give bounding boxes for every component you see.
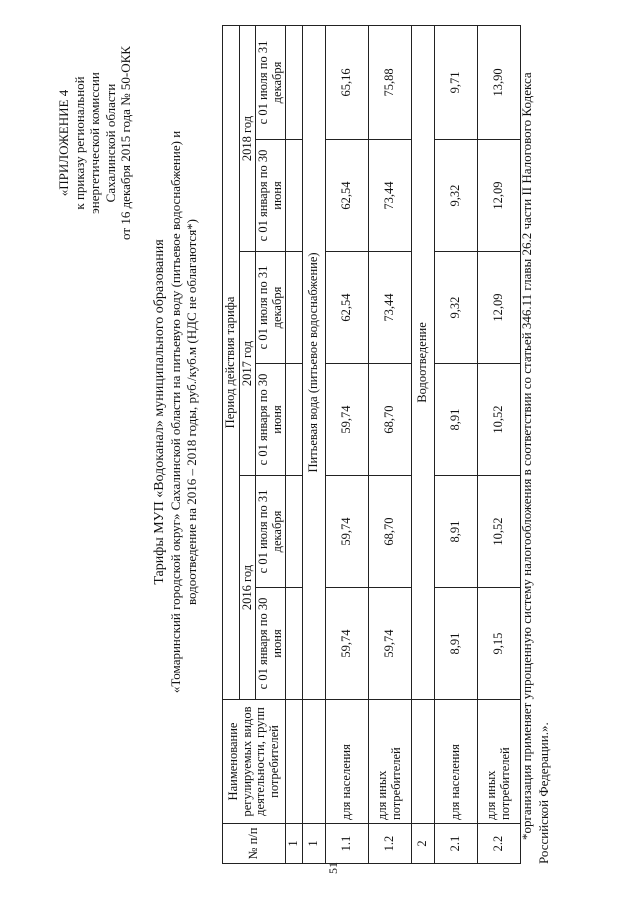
row-num: 1.1 — [325, 824, 368, 864]
tariff-cell: 9,32 — [434, 252, 477, 364]
tariff-table — [222, 25, 521, 864]
tariff-cell: 9,15 — [477, 588, 520, 700]
header-half-second: с 01 июля по 31 декабря — [256, 25, 286, 139]
tariff-cell: 68,70 — [368, 364, 411, 476]
tariff-cell: 8,91 — [434, 476, 477, 588]
tariff-cell: 73,44 — [368, 252, 411, 364]
header-half-second: с 01 июля по 31 декабря — [256, 476, 286, 588]
tariff-cell: 73,44 — [368, 140, 411, 252]
row-num: 1.2 — [368, 824, 411, 864]
tariff-cell: 59,74 — [325, 588, 368, 700]
row-name: для иных потребителей — [477, 700, 520, 824]
appendix-line: к приказу региональной — [71, 76, 87, 210]
tariff-cell: 59,74 — [325, 364, 368, 476]
tariff-cell: 10,52 — [477, 364, 520, 476]
tariff-cell: 12,09 — [477, 140, 520, 252]
appendix-header — [56, 28, 134, 258]
row-num: 2.1 — [434, 824, 477, 864]
tariff-cell: 68,70 — [368, 476, 411, 588]
column-number: 1 — [286, 824, 303, 864]
row-name: для населения — [434, 700, 477, 824]
section-title: Питьевая вода (питьевое водоснабжение) — [302, 25, 325, 699]
appendix-line: «ПРИЛОЖЕНИЕ 4 — [56, 89, 71, 197]
header-half-first: с 01 января по 30 июня — [256, 364, 286, 476]
row-num: 2.2 — [477, 824, 520, 864]
title-line: водоотведение на 2016 – 2018 годы, руб./куб.м (НДС не облагаются*) — [184, 219, 199, 606]
header-name: Наименование регулируемых видов деятельности, групп потребителей — [223, 700, 286, 824]
tariff-cell: 59,74 — [325, 476, 368, 588]
page-number: 51 — [326, 862, 340, 874]
header-year-2018: 2018 год — [239, 25, 256, 251]
tariff-cell: 12,09 — [477, 252, 520, 364]
header-year-2016: 2016 год — [239, 476, 256, 700]
row-name: для населения — [325, 700, 368, 824]
tariff-cell: 62,54 — [325, 252, 368, 364]
header-year-2017: 2017 год — [239, 252, 256, 476]
tariff-cell: 13,90 — [477, 25, 520, 139]
title-line: «Томаринский городской округ» Сахалинской области на питьевую воду (питьевое водоснабжение) и — [168, 130, 183, 694]
document-title — [152, 92, 200, 732]
tariff-cell: 9,32 — [434, 140, 477, 252]
header-period: Период действия тарифа — [223, 25, 240, 699]
tariff-cell: 9,71 — [434, 25, 477, 139]
footnote: *организация применяет упрощенную систему налогообложения в соответствии со статьей 346.11 главы 26.2 части II Налогового Кодекса Российской Федерации.». — [519, 72, 551, 864]
header-half-second: с 01 июля по 31 декабря — [256, 252, 286, 364]
tariff-cell: 8,91 — [434, 588, 477, 700]
section-num: 2 — [411, 824, 434, 864]
tariff-cell: 75,88 — [368, 25, 411, 139]
header-num: № п/п — [223, 824, 286, 864]
appendix-line: Сахалинской области — [102, 83, 118, 203]
tariff-cell: 62,54 — [325, 140, 368, 252]
appendix-line: энергетической комиссии — [87, 72, 102, 214]
row-name: для иных потребителей — [368, 700, 411, 824]
tariff-cell: 8,91 — [434, 364, 477, 476]
title-line: Тарифы МУП «Водоканал» муниципального образования — [152, 239, 167, 585]
header-half-first: с 01 января по 30 июня — [256, 140, 286, 252]
section-title: Водоотведение — [411, 25, 434, 699]
document-page — [40, 22, 600, 882]
tariff-cell: 65,16 — [325, 25, 368, 139]
header-half-first: с 01 января по 30 июня — [256, 588, 286, 700]
tariff-cell: 10,52 — [477, 476, 520, 588]
section-num: 1 — [302, 824, 325, 864]
tariff-cell: 59,74 — [368, 588, 411, 700]
appendix-line: от 16 декабря 2015 года № 50-ОКК — [118, 46, 133, 240]
